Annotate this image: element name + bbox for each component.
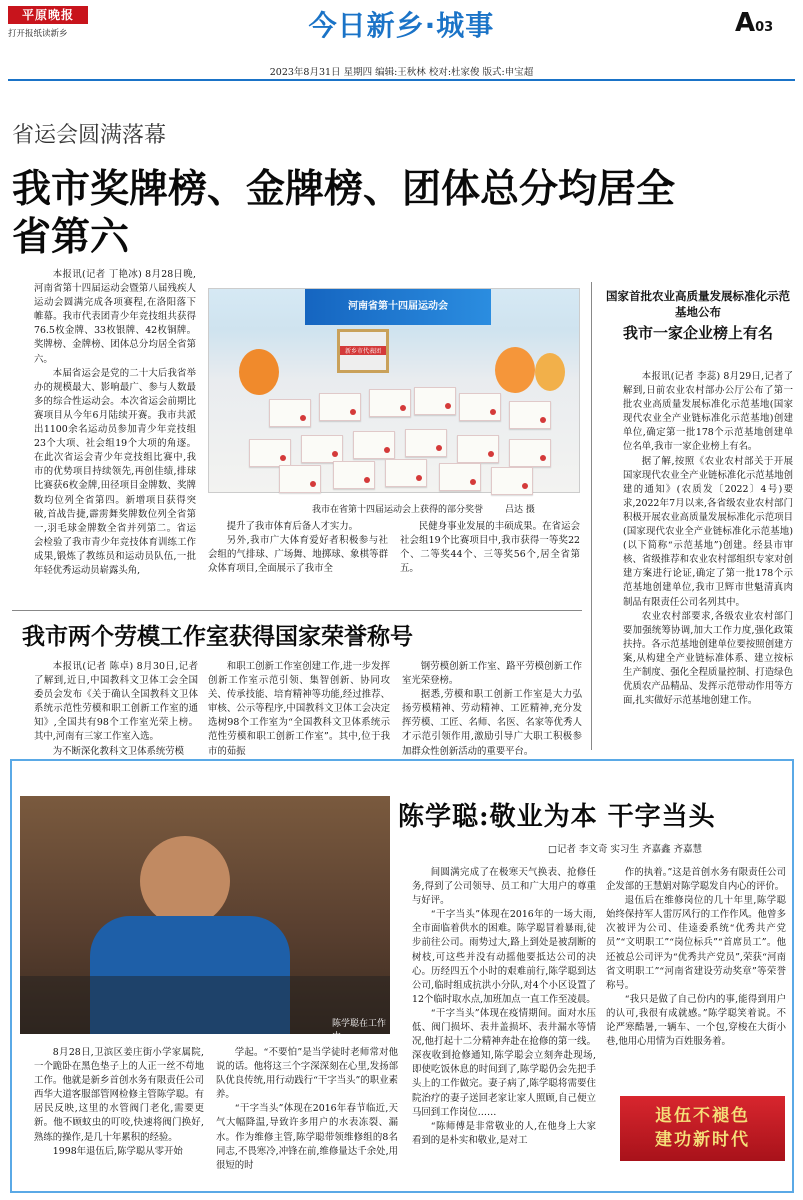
- worker-head: [140, 836, 230, 926]
- paragraph: “干字当头”体现在2016年的一场大雨,全市面临着供水的困难。陈学聪冒着暴雨,徒步前往公司。雨势过大,路上到处是被刮断的树枝,可这些并没有动摇他要抵达公司的决心。历经四五个小时的艰难前行,陈学聪到达公司,临时组成抗洪小分队,对4个小区设置了12个临时取水点,加班加点一直工作至凌晨。: [412, 909, 596, 1005]
- worker-photo: [20, 796, 390, 1042]
- certificate: [249, 439, 291, 467]
- certificate: [491, 467, 533, 495]
- paragraph: 和职工创新工作室创建工作,进一步发挥创新工作室示范引领、集智创新、协同攻关、传承技能、培育精神等功能,经过推荐、审核、公示等程序,中国教科文卫体工会决定选树98个工作室为“全国教科文卫体系统示范性劳模和职工创新工作室”。其中,位于我市的茹振: [208, 661, 390, 757]
- paragraph: “干字当头”体现在疫情期间。面对水压低、阀门损坏、表井盖损坏、表井漏水等情况,他打起十二分精神奔赴在抢修的第一线。深夜收到抢修通知,陈学聪会立刻奔赴现场,即使吃饭休息的时间到了,陈学聪仍会先把手头上的工作做完。妻子病了,陈学聪将需要住院治疗的妻子送回老家让家人照顾,自己便立马回到工作岗位……: [412, 1007, 596, 1118]
- paragraph: 作的执着。”这是首创水务有限责任公司企发部的王慧娟对陈学聪发自内心的评价。: [606, 867, 786, 893]
- sidebar-headline: 我市一家企业榜上有名: [622, 324, 773, 342]
- paragraph: 为不断深化教科文卫体系统劳模: [52, 745, 185, 757]
- promo-box: [620, 1096, 785, 1161]
- mascot-left: [239, 349, 279, 395]
- section-rule: [12, 610, 582, 611]
- issue-info: 2023年8月31日 星期四 编辑:王秋林 校对:杜家俊 版式:申宝超: [269, 67, 534, 78]
- paragraph: 1998年退伍后,陈学聪从零开始: [52, 1145, 183, 1157]
- paragraph: 农业农村部要求,各级农业农村部门要加强统筹协调,加大工作力度,强化政策扶持。各示范基地创建单位要按照创建方案,从构建全产业链标准体系、建立按标生产制度、强化全程质量控制、打造绿色优质农产品精品、发挥示范带动作用等方面,扎实做好示范基地创建工作。: [623, 610, 793, 707]
- award-frame: [337, 329, 389, 373]
- certificate: [301, 435, 343, 463]
- photo-banner: 河南省第十四届运动会: [305, 289, 491, 325]
- medal-photo: [208, 288, 580, 493]
- photo-caption: [312, 502, 535, 515]
- lead-kicker: 省运会圆满落幕: [12, 123, 167, 148]
- feature-column-4: [606, 866, 786, 1086]
- section-title: 今日新乡·城事: [308, 9, 495, 42]
- photo-caption-text: 我市在省第十四届运动会上获得的部分奖誉: [312, 505, 484, 515]
- sidebar-heading: [603, 288, 793, 343]
- paragraph: 学起。“不要怕”是当学徒时老师常对他说的话。他将这三个字深深刻在心里,发扬部队优良传统,用行动践行“干字当头”的职业素养。: [216, 1047, 398, 1101]
- feature-column-1: [34, 1046, 204, 1192]
- certificate: [414, 387, 456, 415]
- certificate: [439, 463, 481, 491]
- paragraph: 提升了我市体育后备人才实力。: [226, 521, 359, 532]
- certificate: [333, 461, 375, 489]
- paragraph: 钢劳模创新工作室、路平劳模创新工作室光荣登榜。: [402, 661, 582, 687]
- lead-headline: 我市奖牌榜、金牌榜、团体总分均居全省第六: [12, 166, 676, 260]
- worker-photo-caption: 陈学聪在工作中: [332, 1019, 387, 1042]
- certificate: [457, 435, 499, 463]
- lead-column-3: [400, 520, 580, 610]
- sidebar-kicker: 国家首批农业高质量发展标准化示范基地公布: [606, 289, 790, 319]
- paragraph: 本报讯(记者 丁艳冰) 8月28日晚,河南省第十四届运动会暨第八届残疾人运动会圆满完成各项赛程,在洛阳落下帷幕。我市代表团青少年竞技组共获得76.5枚金牌、33枚银牌、42枚铜牌。奖牌榜、金牌榜、团体总分均居全省第六。: [34, 269, 196, 365]
- certificate: [279, 465, 321, 493]
- certificate: [269, 399, 311, 427]
- paragraph: 据了解,按照《农业农村部关于开展国家现代农业全产业链标准化示范基地创建的通知》(农质发〔2022〕4号)要求,2022年7月以来,各省级农业农村部门积极开展农业高质量发展标准化示范项目(国家现代农业全产业链标准化示范基地)(以下简称“示范基地”)创建。经县市审核、省级推荐和农业农村部组织专家对创建方案进行论证,确定了第一批178个示范基地创建单位,我市卫辉市世魁清真肉制品有限责任公司名列其中。: [623, 455, 793, 608]
- certificate: [369, 389, 411, 417]
- paragraph: 民健身事业发展的丰硕成果。在省运会社会组19个比赛项目中,我市获得一等奖22个、二等奖44个、三等奖56个,居全省第五。: [400, 521, 580, 575]
- certificate: [385, 459, 427, 487]
- paragraph: 据悉,劳模和职工创新工作室是大力弘扬劳模精神、劳动精神、工匠精神,充分发挥劳模、工匠、名师、名医、名家等优秀人才示范引领作用,激励引导广大职工积极参加群众性创新活动的重要平台。: [402, 689, 582, 757]
- lead-column-1: [34, 268, 196, 606]
- paragraph: 另外,我市广大体育爱好者积极参与社会组的气排球、广场舞、地掷球、象棋等群众体育项目,全面展示了我市全: [208, 535, 388, 575]
- certificate: [509, 401, 551, 429]
- certificate: [509, 439, 551, 467]
- lead-column-2: [208, 520, 388, 610]
- feature-headline: 陈学聪:敬业为本 干字当头: [398, 802, 716, 832]
- page-digits: 03: [755, 20, 774, 35]
- paragraph: 本届省运会是党的二十大后我省举办的规模最大、影响最广、参与人数最多的综合性运动会。本次省运会前期比赛项目从今年6月陆续开赛。我市共派出1100余名运动员参加青少年竞技组23个大项、社会组19个大项的角逐。在此次省运会青少年竞技组比赛中,我市的优势项目持续领先,再创佳绩,排球比赛获6枚金牌,田径项目金牌数、奖牌数均位列全省第四。新增项目获得突破,首战告捷,霹雳舞奖牌数位列全省第一,羽毛球金牌数全省并列第二。省运会检验了我市青少年竞技体育训练工作成果,锻炼了教练员和运动员队伍,一批年轻优秀运动员崭露头角,: [34, 367, 196, 576]
- page-letter: A: [735, 8, 756, 38]
- certificate: [459, 393, 501, 421]
- sidebar-body: [623, 370, 793, 750]
- slogan: 打开报纸读新乡: [8, 29, 68, 39]
- frame-text: 新乡市代表团: [340, 346, 386, 355]
- promo-line-2: 建功新时代: [655, 1130, 750, 1150]
- paragraph: “陈师傅是非常敬业的人,在他身上大家看到的是朴实和敬业,是对工: [412, 1120, 596, 1146]
- paragraph: 间圆满完成了在极寒天气换表、抢修任务,得到了公司领导、员工和广大用户的尊重与好评。: [412, 867, 596, 907]
- photo-credit: 吕达 摄: [505, 505, 535, 515]
- page-number: [735, 8, 773, 38]
- mascot-far-right: [535, 353, 565, 391]
- feature-column-2: [216, 1046, 398, 1192]
- masthead-rule: [8, 79, 795, 81]
- paragraph: 8月28日,卫滨区姜庄街小学家属院,一个跪卧在黑色垫子上的人正一丝不苟地工作。他就是新乡首创水务有限责任公司西华大道客服部管网检修主管陈学聪。有居民反映,这里的水管阀门老化,需要更新。他不顾蚊虫的叮咬,快速将阀门换好,熟练的操作,是几十年累积的经验。: [34, 1047, 204, 1143]
- certificate: [405, 429, 447, 457]
- feature-byline: □记者 李文奇 实习生 齐嘉鑫 齐嘉慧: [548, 844, 703, 855]
- feature-column-3: [412, 866, 596, 1192]
- paragraph: “干字当头”体现在2016年春节临近,天气大幅降温,导致许多用户的水表冻裂、漏水。作为维修主管,陈学聪带领维修组的8名同志,不畏寒冷,冲锋在前,维修量达千余处,用很短的时: [216, 1103, 398, 1171]
- article2-column-2: [208, 660, 390, 757]
- promo-line-1: 退伍不褪色: [655, 1106, 750, 1126]
- certificate: [353, 431, 395, 459]
- paragraph: 本报讯(记者 陈卓) 8月30日,记者了解到,近日,中国教科文卫体工会全国委员会发布《关于确认全国教科文卫体系统示范性劳模和职工创新工作室的通知》,全国共有98个工作室光荣上榜。其中,河南有三家工作室入选。: [34, 661, 198, 743]
- article2-column-3: [402, 660, 582, 757]
- paragraph: 本报讯(记者 李蕊) 8月29日,记者了解到,日前农业农村部办公厅公布了第一批农业高质量发展标准化示范基地(国家现代农业全产业链标准化示范基地)创建单位,确定第一批178个示范基地创建单位名单,我市一家企业榜上有名。: [623, 371, 793, 453]
- paragraph: “我只是做了自己份内的事,能得到用户的认可,我很有成就感。”陈学聪笑着说。不论严寒酷暑,一辆车、一个包,穿梭在大街小巷,他用心用情为百姓服务着。: [606, 993, 786, 1048]
- newspaper-logo: 平原晚报: [8, 6, 88, 24]
- paragraph: 退伍后在维修岗位的几十年里,陈学聪始终保持军人雷厉风行的工作作风。他曾多次被评为公司、佳逵委系统“优秀共产党员”“文明职工”“岗位标兵”“首席员工”。他还被总公司评为“优秀共产党员”,荣获“河南省文明职工”“河南省建设劳动奖章”等荣誉称号。: [606, 895, 786, 991]
- certificate: [319, 393, 361, 421]
- sidebar-divider: [591, 282, 592, 750]
- article2-headline: 我市两个劳模工作室获得国家荣誉称号: [22, 623, 413, 650]
- mascot-right: [495, 347, 535, 393]
- article2-column-1: [34, 660, 198, 757]
